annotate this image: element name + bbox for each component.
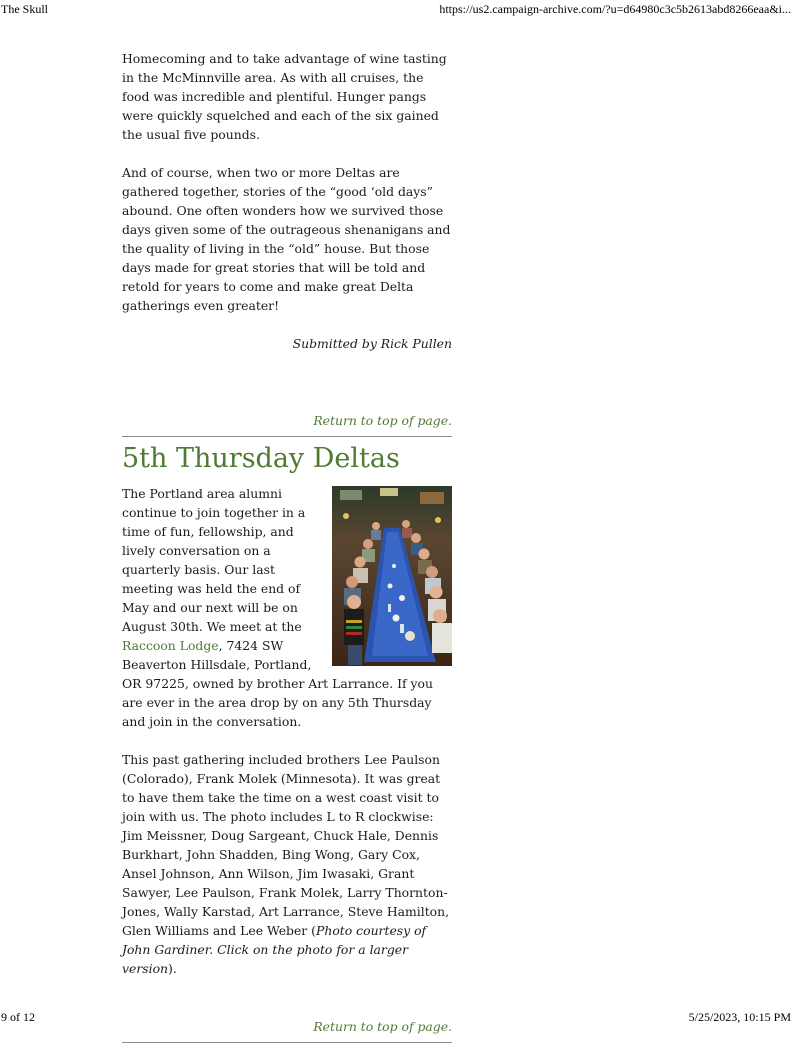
article-text: This past gathering included brothers Lee Paulson (Colorado), Frank Molek (Minnesota). It was great to have them take the time on a west coast visit to join with us. The photo includes L to R clockwise: Jim Meissner, Doug Sargeant, Chuck Hale, Dennis Burkhart, John Shadden, Bing Wong, Gary Cox, Ansel Johnson, Ann Wilson, Jim Iwasaki, Grant Sawyer, Lee Paulson, Frank Molek, Larry Thornton-Jones, Wally Karstad, Art Larrance, Steve Hamilton, Glen Williams and Lee Weber ( bbox=[122, 752, 450, 938]
section-divider bbox=[122, 436, 452, 437]
print-header-url: https://us2.campaign-archive.com/?u=d64980c3c5b2613abd8266eaa&i... bbox=[439, 2, 791, 16]
raccoon-lodge-link[interactable]: Raccoon Lodge bbox=[122, 638, 219, 653]
article-paragraph: And of course, when two or more Deltas are gathered together, stories of the “good ‘old days” abound. One often wonders how we survived those days given some of the outrageous shenanigans and the quality of living in the “old” house. But those days made for great stories that will be told and retold for years to come and make great Delta gatherings even greater! bbox=[122, 165, 451, 313]
article-signature: Submitted by Rick Pullen bbox=[292, 336, 452, 351]
group-photo-image bbox=[332, 486, 452, 666]
return-to-top-link[interactable]: Return to top of page. bbox=[313, 1019, 452, 1034]
group-photo[interactable] bbox=[332, 486, 452, 666]
article-text: , 7424 SW Beaverton Hillsdale, Portland, OR 97225, owned by brother Art Larrance. If you are ever in the area drop by on any 5th Thursday and join in the conversation. bbox=[122, 638, 433, 729]
page-number: 9 of 12 bbox=[1, 1010, 35, 1024]
print-header-title: The Skull bbox=[1, 2, 48, 16]
article-paragraph: Homecoming and to take advantage of wine tasting in the McMinnville area. As with all cruises, the food was incredible and plentiful. Hunger pangs were quickly squelched and each of the six gained the usual five pounds. bbox=[122, 51, 447, 142]
article-text: ). bbox=[168, 961, 177, 976]
print-footer bbox=[0, 1010, 793, 1025]
return-link-container bbox=[122, 410, 452, 430]
print-header bbox=[0, 2, 793, 17]
return-to-top-link[interactable]: Return to top of page. bbox=[313, 413, 452, 428]
print-datetime: 5/25/2023, 10:15 PM bbox=[688, 1010, 791, 1024]
section-title: 5th Thursday Deltas bbox=[122, 443, 400, 474]
photo-credit: Photo courtesy of John Gardiner. Click on the photo for a larger version bbox=[122, 923, 427, 976]
article-text: The Portland area alumni continue to join together in a time of fun, fellowship, and lively conversation on a quarterly basis. Our last meeting was held the end of May and our next will be on August 30th. We meet at the bbox=[122, 486, 306, 634]
article-paragraph bbox=[122, 750, 452, 978]
newsletter-content bbox=[122, 49, 452, 1043]
